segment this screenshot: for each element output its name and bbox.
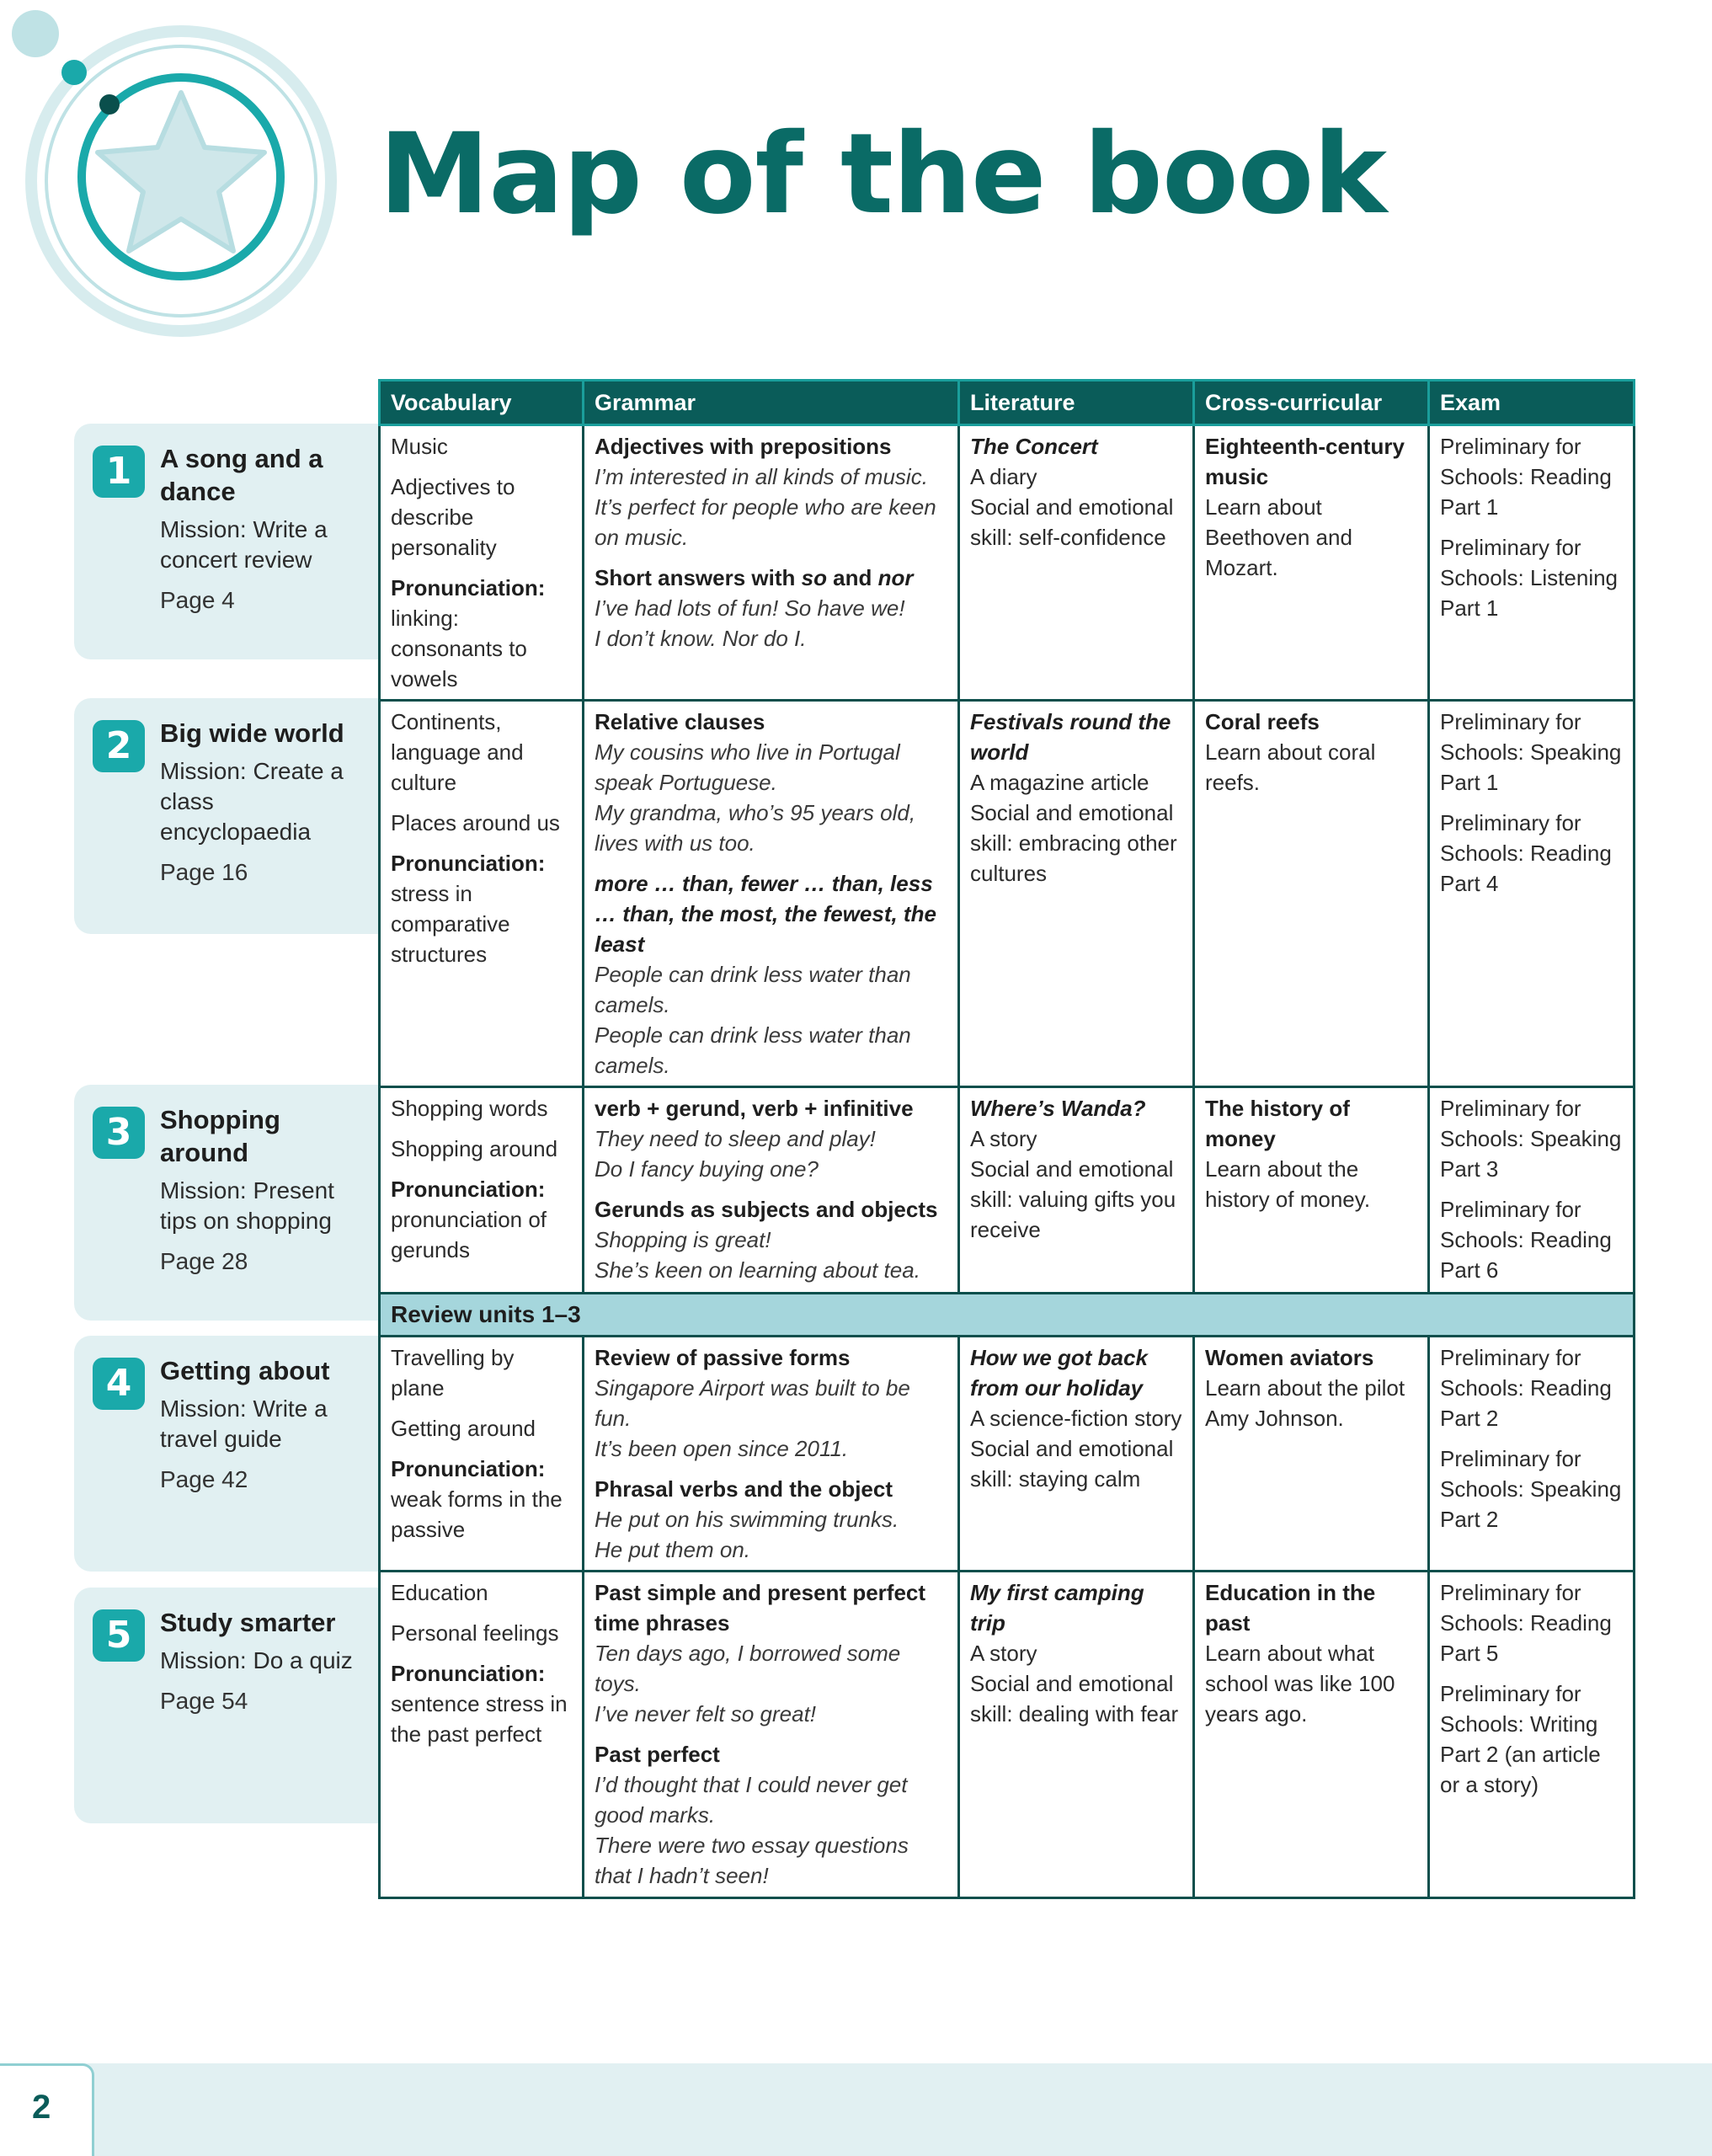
unit-page: Page 42 bbox=[160, 1466, 248, 1492]
unit-title: Getting about bbox=[160, 1356, 330, 1385]
literature-cell bbox=[959, 701, 1194, 1087]
cross-description: Learn about the history of money. bbox=[1205, 1156, 1371, 1212]
pronunciation-label: Pronunciation: bbox=[391, 1661, 546, 1686]
page-title: Map of the book bbox=[379, 109, 1387, 239]
exam-item: Preliminary for Schools: Speaking Part 3 bbox=[1440, 1096, 1622, 1182]
column-header-cross-curricular: Cross-curricular bbox=[1194, 381, 1429, 425]
vocab-item: Getting around bbox=[391, 1416, 536, 1441]
literature-skill: Social and emotional skill: self-confidence bbox=[970, 494, 1174, 550]
literature-skill: Social and emotional skill: dealing with fear bbox=[970, 1671, 1179, 1726]
exam-item: Preliminary for Schools: Listening Part 1 bbox=[1440, 535, 1619, 621]
grammar-example: It’s been open since 2011. bbox=[595, 1436, 849, 1461]
table-row bbox=[380, 425, 1635, 701]
unit-card-4[interactable] bbox=[74, 1336, 379, 1572]
grammar-heading-part: Short answers with bbox=[595, 565, 802, 590]
grammar-example: I don’t know. Nor do I. bbox=[595, 626, 807, 651]
literature-cell bbox=[959, 1337, 1194, 1572]
table-row bbox=[380, 701, 1635, 1087]
grammar-example: Singapore Airport was built to be fun. bbox=[595, 1375, 910, 1431]
grammar-heading: verb + gerund, verb + infinitive bbox=[595, 1096, 914, 1121]
vocab-item: Shopping words bbox=[391, 1096, 548, 1121]
cross-curricular-cell bbox=[1194, 425, 1429, 701]
unit-title: Shopping around bbox=[160, 1105, 280, 1167]
literature-title: Festivals round the world bbox=[970, 709, 1171, 765]
unit-mission: Mission: Create a class encyclopaedia bbox=[160, 758, 344, 845]
grammar-example: They need to sleep and play! bbox=[595, 1126, 876, 1151]
vocabulary-cell bbox=[380, 1572, 584, 1898]
grammar-example: Shopping is great! bbox=[595, 1227, 771, 1252]
pronunciation-item: pronunciation of gerunds bbox=[391, 1207, 547, 1262]
grammar-heading-part: and bbox=[826, 565, 878, 590]
grammar-cell bbox=[584, 1572, 959, 1898]
vocabulary-cell bbox=[380, 425, 584, 701]
cross-curricular-cell bbox=[1194, 1572, 1429, 1898]
column-header-literature: Literature bbox=[959, 381, 1194, 425]
literature-type: A science-fiction story bbox=[970, 1406, 1182, 1431]
footer-band bbox=[0, 2063, 1712, 2156]
exam-cell bbox=[1429, 1572, 1635, 1898]
cross-description: Learn about coral reefs. bbox=[1205, 739, 1376, 795]
grammar-heading: Relative clauses bbox=[595, 709, 765, 734]
pronunciation-label: Pronunciation: bbox=[391, 1177, 546, 1202]
grammar-heading bbox=[595, 563, 947, 593]
cross-curricular-cell bbox=[1194, 1337, 1429, 1572]
unit-title: Big wide world bbox=[160, 718, 344, 748]
literature-type: A diary bbox=[970, 464, 1037, 489]
pronunciation-label: Pronunciation: bbox=[391, 1456, 546, 1481]
grammar-heading: Gerunds as subjects and objects bbox=[595, 1197, 938, 1222]
grammar-cell bbox=[584, 701, 959, 1087]
grammar-example: There were two essay questions that I hadn’t seen! bbox=[595, 1833, 909, 1888]
grammar-example: He put on his swimming trunks. bbox=[595, 1507, 899, 1532]
vocab-item: Shopping around bbox=[391, 1136, 558, 1161]
exam-cell bbox=[1429, 1337, 1635, 1572]
table-row bbox=[380, 1572, 1635, 1898]
literature-title: The Concert bbox=[970, 434, 1098, 459]
grammar-example: I’ve never felt so great! bbox=[595, 1701, 817, 1726]
literature-type: A magazine article bbox=[970, 770, 1149, 795]
unit-number: 3 bbox=[93, 1107, 145, 1159]
grammar-example: My grandma, who’s 95 years old, lives with us too. bbox=[595, 800, 916, 856]
unit-mission: Mission: Write a travel guide bbox=[160, 1396, 328, 1452]
vocabulary-cell bbox=[380, 701, 584, 1087]
grammar-cell bbox=[584, 1337, 959, 1572]
grammar-heading: Past simple and present perfect time phrases bbox=[595, 1580, 926, 1636]
cross-title: Coral reefs bbox=[1205, 709, 1320, 734]
exam-cell bbox=[1429, 425, 1635, 701]
literature-title: Where’s Wanda? bbox=[970, 1096, 1146, 1121]
pronunciation-item: weak forms in the passive bbox=[391, 1486, 563, 1542]
exam-item: Preliminary for Schools: Reading Part 6 bbox=[1440, 1197, 1612, 1283]
unit-page: Page 16 bbox=[160, 859, 248, 885]
vocab-item: Travelling by plane bbox=[391, 1345, 515, 1401]
exam-item: Preliminary for Schools: Reading Part 2 bbox=[1440, 1345, 1612, 1431]
grammar-example: I’m interested in all kinds of music. bbox=[595, 464, 928, 489]
grammar-heading: more … than, fewer … than, less … than, the most, the fewest, the least bbox=[595, 871, 936, 957]
literature-title: How we got back from our holiday bbox=[970, 1345, 1148, 1401]
unit-page: Page 28 bbox=[160, 1248, 248, 1274]
cross-description: Learn about what school was like 100 years ago. bbox=[1205, 1641, 1395, 1726]
literature-cell bbox=[959, 1572, 1194, 1898]
literature-title: My first camping trip bbox=[970, 1580, 1144, 1636]
unit-card-2[interactable] bbox=[74, 698, 379, 934]
grammar-keyword: nor bbox=[877, 565, 914, 590]
vocab-item: Continents, language and culture bbox=[391, 709, 524, 795]
unit-card-3[interactable] bbox=[74, 1085, 379, 1321]
unit-number: 5 bbox=[93, 1609, 145, 1662]
literature-skill: Social and emotional skill: staying calm bbox=[970, 1436, 1174, 1492]
cross-title: Women aviators bbox=[1205, 1345, 1374, 1370]
unit-number: 2 bbox=[93, 720, 145, 772]
grammar-example: I’ve had lots of fun! So have we! bbox=[595, 595, 905, 621]
unit-number: 4 bbox=[93, 1358, 145, 1410]
star-target-icon bbox=[0, 0, 354, 354]
literature-skill: Social and emotional skill: valuing gifts you receive bbox=[970, 1156, 1176, 1242]
grammar-example: People can drink less water than camels. bbox=[595, 1022, 911, 1078]
cross-title: The history of money bbox=[1205, 1096, 1350, 1151]
grammar-example: My cousins who live in Portugal speak Portuguese. bbox=[595, 739, 900, 795]
pronunciation-item: linking: consonants to vowels bbox=[391, 606, 527, 691]
page-number: 2 bbox=[32, 2089, 51, 2126]
unit-page: Page 4 bbox=[160, 587, 235, 613]
exam-cell bbox=[1429, 701, 1635, 1087]
pronunciation-item: stress in comparative structures bbox=[391, 881, 510, 967]
grammar-example: People can drink less water than camels. bbox=[595, 962, 911, 1017]
pronunciation-label: Pronunciation: bbox=[391, 575, 546, 600]
grammar-heading: Phrasal verbs and the object bbox=[595, 1476, 893, 1502]
grammar-heading: Past perfect bbox=[595, 1742, 720, 1767]
literature-cell bbox=[959, 1087, 1194, 1294]
exam-item: Preliminary for Schools: Reading Part 4 bbox=[1440, 810, 1612, 896]
exam-item: Preliminary for Schools: Reading Part 1 bbox=[1440, 434, 1612, 520]
column-header-vocabulary: Vocabulary bbox=[380, 381, 584, 425]
review-row bbox=[380, 1294, 1635, 1337]
unit-mission: Mission: Write a concert review bbox=[160, 516, 328, 573]
cross-description: Learn about Beethoven and Mozart. bbox=[1205, 494, 1352, 580]
unit-card-1[interactable] bbox=[74, 424, 379, 659]
review-label: Review units 1–3 bbox=[380, 1294, 1635, 1337]
column-header-exam: Exam bbox=[1429, 381, 1635, 425]
unit-number: 1 bbox=[93, 446, 145, 498]
unit-title: A song and a dance bbox=[160, 444, 323, 506]
table-row bbox=[380, 1087, 1635, 1294]
literature-cell bbox=[959, 425, 1194, 701]
cross-title: Education in the past bbox=[1205, 1580, 1376, 1636]
grammar-heading: Review of passive forms bbox=[595, 1345, 851, 1370]
pronunciation-item: sentence stress in the past perfect bbox=[391, 1691, 568, 1747]
exam-item: Preliminary for Schools: Speaking Part 2 bbox=[1440, 1446, 1622, 1532]
vocabulary-cell bbox=[380, 1337, 584, 1572]
vocab-item: Music bbox=[391, 434, 448, 459]
vocab-item: Places around us bbox=[391, 810, 560, 835]
column-header-grammar: Grammar bbox=[584, 381, 959, 425]
unit-title: Study smarter bbox=[160, 1608, 336, 1637]
cross-description: Learn about the pilot Amy Johnson. bbox=[1205, 1375, 1405, 1431]
exam-item: Preliminary for Schools: Reading Part 5 bbox=[1440, 1580, 1612, 1666]
unit-mission: Mission: Present tips on shopping bbox=[160, 1177, 334, 1234]
vocab-item: Personal feelings bbox=[391, 1620, 559, 1646]
grammar-keyword: so bbox=[801, 565, 827, 590]
grammar-example: I’d thought that I could never get good marks. bbox=[595, 1772, 908, 1828]
vocab-item: Education bbox=[391, 1580, 488, 1605]
grammar-heading: Adjectives with prepositions bbox=[595, 434, 892, 459]
grammar-example: Do I fancy buying one? bbox=[595, 1156, 819, 1182]
vocab-item: Adjectives to describe personality bbox=[391, 474, 515, 560]
exam-item: Preliminary for Schools: Writing Part 2 (an article or a story) bbox=[1440, 1681, 1601, 1797]
grammar-cell bbox=[584, 425, 959, 701]
grammar-example: Ten days ago, I borrowed some toys. bbox=[595, 1641, 901, 1696]
exam-cell bbox=[1429, 1087, 1635, 1294]
unit-page: Page 54 bbox=[160, 1688, 248, 1714]
map-table bbox=[378, 379, 1635, 1899]
unit-card-5[interactable] bbox=[74, 1588, 379, 1823]
grammar-example: He put them on. bbox=[595, 1537, 750, 1562]
cross-curricular-cell bbox=[1194, 1087, 1429, 1294]
literature-type: A story bbox=[970, 1641, 1037, 1666]
table-header-row bbox=[380, 381, 1635, 425]
unit-mission: Mission: Do a quiz bbox=[160, 1647, 353, 1673]
literature-type: A story bbox=[970, 1126, 1037, 1151]
literature-skill: Social and emotional skill: embracing other cultures bbox=[970, 800, 1177, 886]
vocabulary-cell bbox=[380, 1087, 584, 1294]
table-row bbox=[380, 1337, 1635, 1572]
exam-item: Preliminary for Schools: Speaking Part 1 bbox=[1440, 709, 1622, 795]
pronunciation-label: Pronunciation: bbox=[391, 851, 546, 876]
grammar-cell bbox=[584, 1087, 959, 1294]
cross-title: Eighteenth-century music bbox=[1205, 434, 1405, 489]
grammar-example: She’s keen on learning about tea. bbox=[595, 1257, 920, 1283]
cross-curricular-cell bbox=[1194, 701, 1429, 1087]
grammar-example: It’s perfect for people who are keen on music. bbox=[595, 494, 936, 550]
